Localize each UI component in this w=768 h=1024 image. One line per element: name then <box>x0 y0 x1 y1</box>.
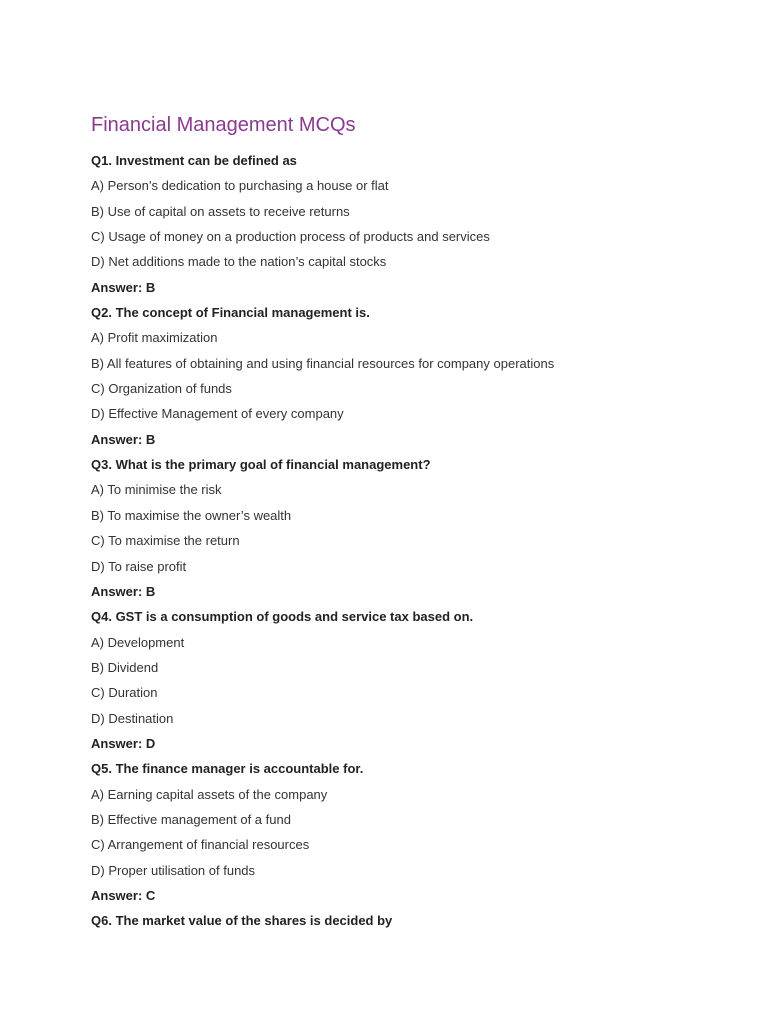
option-d: D) Effective Management of every company <box>91 406 344 422</box>
question-block-1 <box>91 148 731 300</box>
option-c: C) To maximise the return <box>91 533 240 549</box>
option-a: A) To minimise the risk <box>91 482 222 498</box>
option-c: C) Usage of money on a production process of products and services <box>91 229 490 245</box>
option-c: C) Arrangement of financial resources <box>91 837 310 853</box>
answer-text: Answer: D <box>91 735 156 751</box>
option-d: D) Destination <box>91 710 174 726</box>
option-b: B) Dividend <box>91 659 159 675</box>
question-text: Q3. What is the primary goal of financial management? <box>91 457 431 473</box>
option-b: B) Use of capital on assets to receive returns <box>91 203 350 219</box>
question-text: Q2. The concept of Financial management is. <box>91 305 370 321</box>
answer-text: Answer: C <box>91 887 156 903</box>
question-text: Q1. Investment can be defined as <box>91 153 297 168</box>
answer-text: Answer: B <box>91 431 156 447</box>
option-d: D) Net additions made to the nation’s capital stocks <box>91 254 387 270</box>
option-c: C) Organization of funds <box>91 381 232 397</box>
document-title: Financial Management MCQs <box>91 114 356 136</box>
option-b: B) All features of obtaining and using financial resources for company operations <box>91 355 555 371</box>
question-block-2 <box>91 300 731 452</box>
answer-text: Answer: B <box>91 279 156 295</box>
question-block-4 <box>91 604 731 756</box>
question-text: Q6. The market value of the shares is decided by <box>91 913 393 929</box>
question-text: Q5. The finance manager is accountable for. <box>91 761 364 777</box>
option-a: A) Development <box>91 634 185 650</box>
option-a: A) Earning capital assets of the company <box>91 786 328 802</box>
option-a: A) Person’s dedication to purchasing a house or flat <box>91 178 389 194</box>
question-text: Q4. GST is a consumption of goods and service tax based on. <box>91 609 474 625</box>
option-b: B) To maximise the owner’s wealth <box>91 507 292 523</box>
option-c: C) Duration <box>91 685 158 701</box>
document-page <box>91 112 731 934</box>
question-block-6 <box>91 908 731 933</box>
answer-text: Answer: B <box>91 583 156 599</box>
option-d: D) Proper utilisation of funds <box>91 862 256 878</box>
question-block-5 <box>91 756 731 908</box>
option-b: B) Effective management of a fund <box>91 811 291 827</box>
option-d: D) To raise profit <box>91 558 187 574</box>
question-block-3 <box>91 452 731 604</box>
option-a: A) Profit maximization <box>91 330 218 346</box>
